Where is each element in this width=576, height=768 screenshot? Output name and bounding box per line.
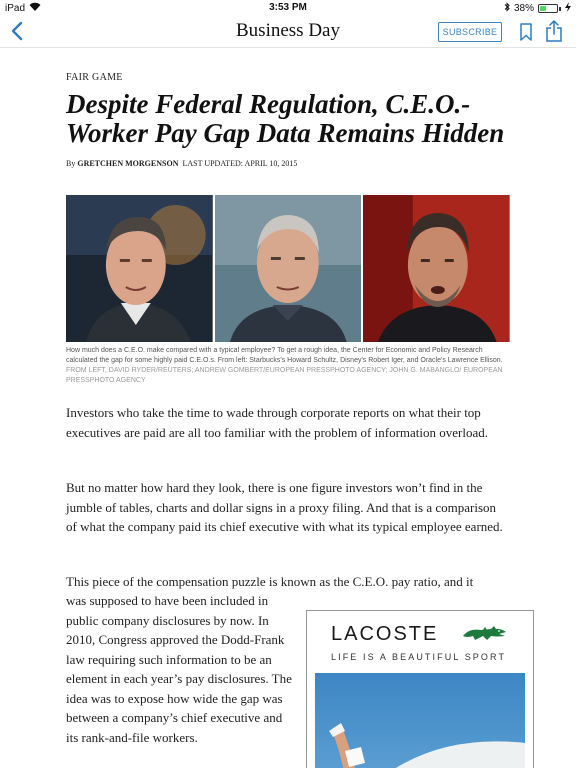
photo-credit: FROM LEFT, DAVID RYDER/REUTERS; ANDREW GOMBERT/EUROPEAN PRESSPHOTO AGENCY; JOHN G. MABANGLO/ EUROPEAN PRESSPHOTO AGENCY: [66, 367, 503, 384]
headline-line-2: Worker Pay Gap Data Remains Hidden: [66, 118, 505, 148]
column-kicker: FAIR GAME: [66, 72, 123, 83]
photo-howard-schultz: [66, 195, 213, 342]
share-button[interactable]: [545, 20, 563, 42]
lacoste-advertisement[interactable]: [306, 610, 534, 768]
subscribe-button[interactable]: SUBSCRIBE: [438, 22, 502, 42]
headline: [66, 90, 516, 148]
author-link[interactable]: GRETCHEN MORGENSON: [77, 159, 179, 168]
paragraph-3-lead: This piece of the compensation puzzle is known as the C.E.O. pay ratio, and it: [66, 574, 474, 589]
paragraph-1: Investors who take the time to wade through corporate reports on what their top executives are paid are all too familiar with the problem of information overload.: [66, 405, 488, 440]
paragraph-2: But no matter how hard they look, there is one figure investors won’t find in the jumble of tables, charts and dollar signs in a proxy filing. And that is a comparison of what the company paid its chief executive with what its typical employee earned.: [66, 480, 503, 534]
device-label: iPad: [5, 2, 26, 14]
ad-photo: [315, 673, 525, 768]
share-icon: [545, 20, 563, 42]
section-title: Business Day: [236, 20, 340, 41]
paragraph-3-body: was supposed to have been included in public company disclosures by now. In 2010, Congress approved the Dodd-Frank law requiring such information to be an element in each year’s pay disclosures. The idea was to expose how wide the gap was between a company’s chief executive and its rank-and-file workers.: [66, 593, 292, 745]
photo-lawrence-ellison: [363, 195, 510, 342]
updated-date: LAST UPDATED: APRIL 10, 2015: [182, 159, 298, 168]
back-button[interactable]: [10, 20, 32, 44]
crocodile-logo-icon: [461, 623, 507, 647]
battery-icon: [538, 4, 558, 13]
headline-line-1: Despite Federal Regulation, C.E.O.-: [66, 89, 471, 119]
bookmark-button[interactable]: [519, 23, 533, 41]
photo-robert-iger: [215, 195, 362, 342]
ad-brand: LACOSTE: [331, 623, 439, 645]
caption-text: How much does a C.E.O. make compared with a typical employee? To get a rough idea, the Center for Economic and Policy Research calculated the gap for some highly paid C.E.O.s. From left: Starbucks's Howard Schultz, Disney's Robert Iger, and Oracle's Lawrence Ellison.: [66, 347, 503, 364]
photo-caption: [66, 346, 510, 386]
lead-photo[interactable]: [66, 195, 510, 342]
status-time: 3:53 PM: [269, 2, 307, 13]
byline: By GRETCHEN MORGENSON LAST UPDATED: APRIL 10, 2015: [66, 159, 298, 168]
status-bar: [0, 0, 576, 16]
charging-icon: [565, 2, 571, 15]
battery-percent: 38%: [513, 3, 534, 14]
bookmark-icon: [519, 23, 533, 41]
ad-tagline: LIFE IS A BEAUTIFUL SPORT: [331, 652, 507, 662]
nav-bar: [0, 16, 576, 48]
chevron-left-icon: [10, 20, 24, 42]
bluetooth-icon: [504, 2, 510, 15]
